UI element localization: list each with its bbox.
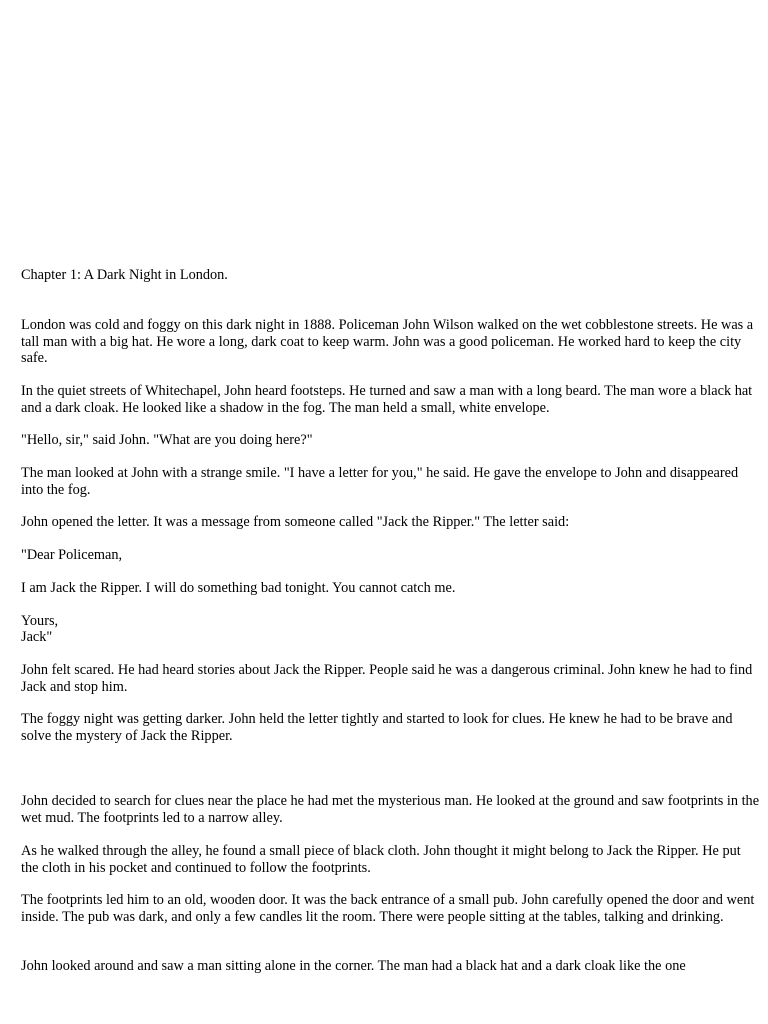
paragraph: John decided to search for clues near the place he had met the mysterious man. He looked at the ground and saw footprints in the wet mud. The footprints led to a narrow alley. (21, 793, 760, 826)
paragraph: In the quiet streets of Whitechapel, John heard footsteps. He turned and saw a man with a long beard. The man wore a black hat and a dark cloak. He looked like a shadow in the fog. The man held a small, white envelope. (21, 383, 753, 416)
letter-signature: Jack" (21, 629, 53, 645)
paragraph: John looked around and saw a man sitting alone in the corner. The man had a black hat and a dark cloak like the one (21, 958, 686, 974)
paragraph: "Hello, sir," said John. "What are you doing here?" (21, 432, 313, 448)
paragraph: John felt scared. He had heard stories about Jack the Ripper. People said he was a dangerous criminal. John knew he had to find Jack and stop him. (21, 662, 753, 695)
paragraph: London was cold and foggy on this dark night in 1888. Policeman John Wilson walked on the wet cobblestone streets. He was a tall man with a big hat. He wore a long, dark coat to keep warm. John was a good policeman. He worked hard to keep the city safe. (21, 317, 754, 367)
chapter-title: Chapter 1: A Dark Night in London. (21, 267, 228, 283)
paragraph: As he walked through the alley, he found a small piece of black cloth. John thought it might belong to Jack the Ripper. He put the cloth in his pocket and continued to follow the footprints. (21, 843, 741, 876)
letter-closing: Yours, (21, 613, 59, 629)
paragraph: The foggy night was getting darker. John held the letter tightly and started to look for clues. He knew he had to be brave and solve the mystery of Jack the Ripper. (21, 711, 733, 744)
letter-body: I am Jack the Ripper. I will do something bad tonight. You cannot catch me. (21, 580, 456, 596)
letter-greeting: "Dear Policeman, (21, 547, 123, 563)
paragraph: John opened the letter. It was a message from someone called "Jack the Ripper." The letter said: (21, 514, 570, 530)
paragraph: The man looked at John with a strange smile. "I have a letter for you," he said. He gave the envelope to John and disappeared into the fog. (21, 465, 739, 498)
paragraph: The footprints led him to an old, wooden door. It was the back entrance of a small pub. John carefully opened the door and went inside. The pub was dark, and only a few candles lit the room. There were people sitting at the tables, talking and drinking. (21, 892, 755, 925)
